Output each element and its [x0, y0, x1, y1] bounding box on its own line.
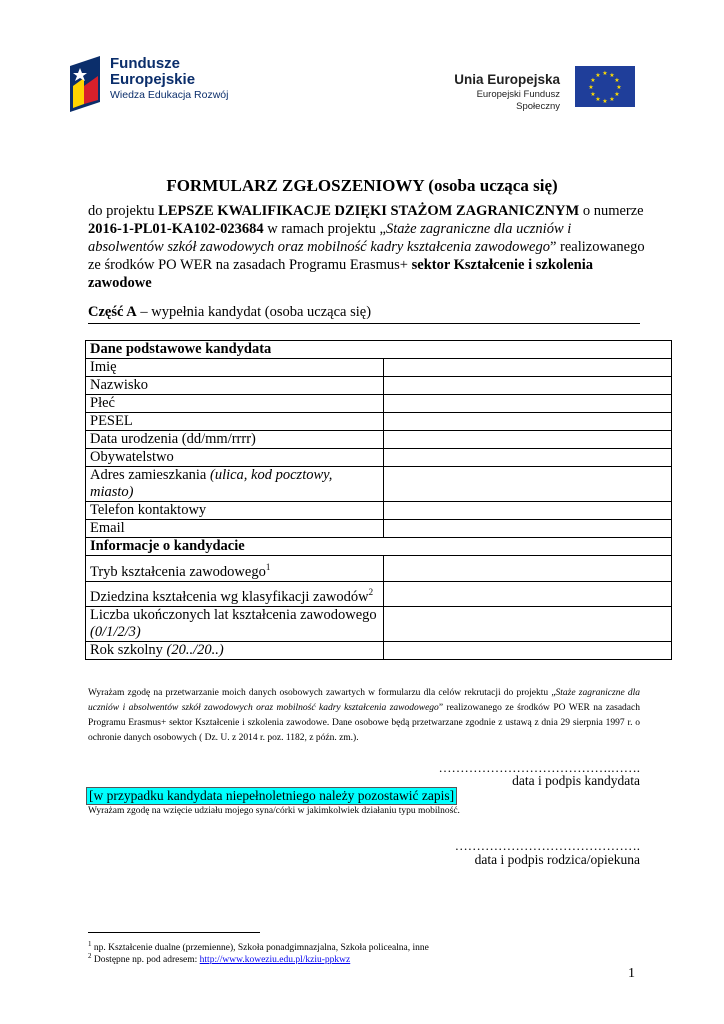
svg-text:★: ★	[616, 84, 622, 91]
eu-logo	[450, 66, 640, 112]
svg-text:★: ★	[602, 98, 608, 105]
svg-text:★: ★	[614, 77, 620, 84]
svg-text:★: ★	[595, 72, 601, 79]
input-address[interactable]	[384, 467, 672, 502]
form-title: FORMULARZ ZGŁOSZENIOWY (osoba ucząca się)	[166, 176, 558, 195]
minor-candidate-note: [w przypadku kandydata niepełnoletniego należy pozostawić zapis]	[86, 787, 457, 805]
footnote-divider	[88, 932, 260, 933]
input-pesel[interactable]	[384, 413, 672, 431]
section-basic-data: Dane podstawowe kandydata	[86, 341, 672, 359]
data-processing-consent: Wyrażam zgodę na przetwarzanie moich danych osobowych zawartych w formularzu dla celów rekrutacji do projektu „Staże zagraniczne dla uczniów i absolwentów szkół zawodowych oraz mobilność kadry kształcenia zawodowego” realizowanego ze środków PO WER na zasadach Programu Erasmus+ sektor Kształcenie i szkolenia zawodowe. Dane osobowe będą przetwarzane zgodnie z ustawą z dnia 29 sierpnia 1997 r. o ochronie danych osobowych ( Dz. U. z 2014 r. poz. 1182, z późn. zm.).	[88, 688, 640, 743]
input-education-field[interactable]	[384, 581, 672, 606]
svg-text:★: ★	[614, 91, 620, 98]
page-number: 1	[628, 966, 635, 981]
fe-logo-line3: Wiedza Edukacja Rozwój	[110, 88, 229, 101]
eu-logo-line2: Europejski Fundusz Społeczny	[476, 88, 560, 112]
footnote-2: $^2$ Dostępne np. pod adresem: http://www.koweziu.edu.pl/kziu-ppkwz	[88, 952, 351, 966]
label-phone: Telefon kontaktowy	[86, 502, 384, 520]
input-last-name[interactable]	[384, 377, 672, 395]
signature-line-parent: …………………………………….	[454, 838, 640, 853]
svg-text:★: ★	[590, 77, 596, 84]
section-candidate-info: Informacje o kandydacie	[86, 538, 672, 556]
eu-flag-icon	[575, 66, 635, 107]
fundusze-europejskie-logo	[70, 56, 230, 114]
svg-text:★: ★	[588, 84, 594, 91]
footnote-1: $^1$ np. Kształcenie dualne (przemienne), Szkoła ponadgimnazjalna, Szkoła policealna, inne	[88, 940, 429, 954]
part-a-heading: Część A – wypełnia kandydat (osoba ucząca się)	[88, 304, 640, 324]
label-pesel: PESEL	[86, 413, 384, 431]
parent-consent: Wyrażam zgodę na wzięcie udziału mojego syna/córki w jakimkolwiek działaniu typu mobilność.	[88, 806, 460, 816]
label-gender: Płeć	[86, 395, 384, 413]
input-first-name[interactable]	[384, 359, 672, 377]
eu-logo-line1: Unia Europejska	[454, 72, 560, 87]
signature-label-candidate: data i podpis kandydata	[512, 773, 640, 788]
input-gender[interactable]	[384, 395, 672, 413]
input-birth-date[interactable]	[384, 431, 672, 449]
label-address: Adres zamieszkania (ulica, kod pocztowy, miasto)	[86, 467, 384, 502]
svg-text:★: ★	[609, 96, 615, 103]
signature-label-parent: data i podpis rodzica/opiekuna	[474, 852, 640, 867]
input-years-completed[interactable]	[384, 606, 672, 641]
intro-paragraph: do projektu LEPSZE KWALIFIKACJE DZIĘKI STAŻOM ZAGRANICZNYM o numerze 2016-1-PL01-KA102-023684 w ramach projektu „Staże zagraniczne dla uczniów i absolwentów szkół zawodowych oraz mobilność kadry kształcenia zawodowego” realizowanego ze środków PO WER na zasadach Programu Erasmus+ sektor Kształcenie i szkolenia zawodowe	[88, 203, 645, 291]
svg-text:★: ★	[595, 96, 601, 103]
input-phone[interactable]	[384, 502, 672, 520]
input-citizenship[interactable]	[384, 449, 672, 467]
label-years-completed: Liczba ukończonych lat kształcenia zawodowego (0/1/2/3)	[86, 606, 384, 641]
label-school-year: Rok szkolny (20../20..)	[86, 641, 384, 659]
label-education-mode: Tryb kształcenia zawodowego$^1$	[86, 556, 384, 582]
label-last-name: Nazwisko	[86, 377, 384, 395]
label-citizenship: Obywatelstwo	[86, 449, 384, 467]
koweziu-link[interactable]: http://www.koweziu.edu.pl/kziu-ppkwz	[199, 955, 351, 966]
fe-logo-line1: Fundusze	[110, 55, 180, 72]
label-email: Email	[86, 520, 384, 538]
fe-emblem-icon	[70, 56, 106, 112]
label-birth-date: Data urodzenia (dd/mm/rrrr)	[86, 431, 384, 449]
svg-text:★: ★	[602, 70, 608, 77]
input-education-mode[interactable]	[384, 556, 672, 582]
input-school-year[interactable]	[384, 641, 672, 659]
signature-line-candidate: ………………………………….…….	[438, 760, 640, 775]
svg-text:★: ★	[609, 72, 615, 79]
fe-logo-line2: Europejskie	[110, 70, 196, 88]
svg-text:★: ★	[590, 91, 596, 98]
candidate-form-table	[85, 340, 672, 660]
label-education-field: Dziedzina kształcenia wg klasyfikacji zawodów$^2$	[86, 581, 384, 606]
label-first-name: Imię	[86, 359, 384, 377]
input-email[interactable]	[384, 520, 672, 538]
